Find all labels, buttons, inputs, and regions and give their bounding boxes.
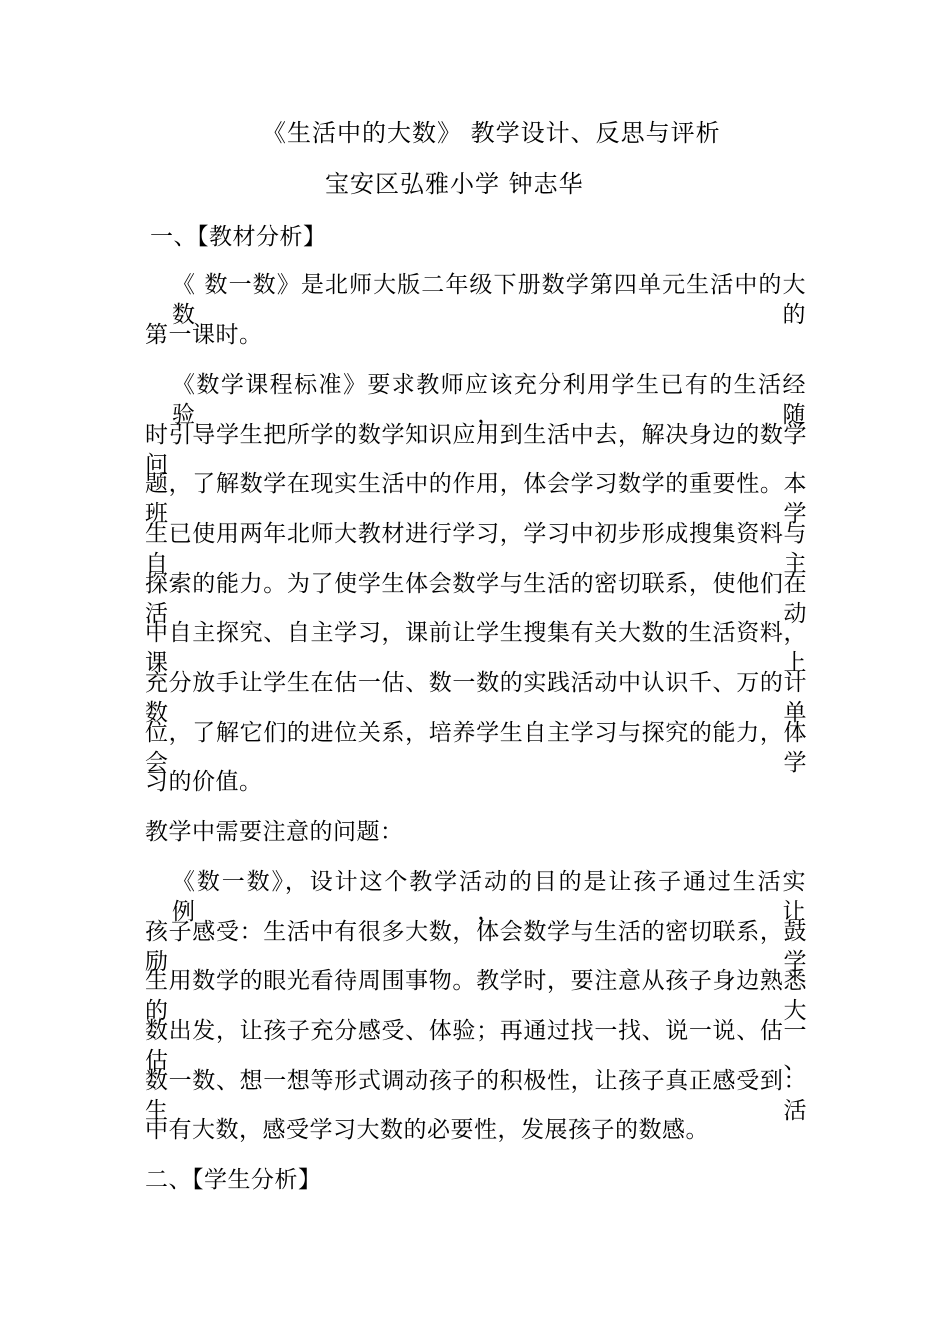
paragraph-line: 中自主探究、自主学习，课前让学生搜集有关大数的生活资料，课上 [145,620,807,676]
notice-heading: 教学中需要注意的问题： [145,819,404,845]
paragraph-line: 数出发，让孩子充分感受、体验；再通过找一找、说一说、估一估、 [145,1018,807,1074]
paragraph-line: 充分放手让学生在估一估、数一数的实践活动中认识千、万的计数单 [145,670,807,726]
paragraph-line: 探索的能力。为了使学生体会数学与生活的密切联系，使他们在活动 [145,571,807,627]
section-heading-student-analysis: 二、【学生分析】 [145,1167,322,1193]
paragraph-line: 生已使用两年北师大教材进行学习，学习中初步形成搜集资料与自主 [145,521,807,577]
paragraph-line: 《数学课程标准》要求教师应该充分利用学生已有的生活经验，随 [172,372,806,428]
paragraph-line: 中有大数，感受学习大数的必要性，发展孩子的数感。 [145,1117,709,1143]
paragraph-line: 习的价值。 [145,769,263,795]
paragraph-line: 第一课时。 [145,322,263,348]
author-line: 宝安区弘雅小学 钟志华 [325,170,584,198]
paragraph-line: 时引导学生把所学的数学知识应用到生活中去，解决身边的数学问 [145,422,807,478]
paragraph-line: 《 数一数》是北师大版二年级下册数学第四单元生活中的大数的 [172,272,806,328]
document-title: 《生活中的大数》 教学设计、反思与评析 [262,119,721,147]
section-heading-textbook-analysis: 一、【教材分析】 [150,224,327,250]
paragraph-line: 孩子感受：生活中有很多大数，体会数学与生活的密切联系，鼓励学 [145,919,807,975]
paragraph-line: 位，了解它们的进位关系，培养学生自主学习与探究的能力，体会学 [145,720,807,776]
paragraph-line: 《数一数》，设计这个教学活动的目的是让孩子通过生活实例，让 [172,869,806,925]
paragraph-line: 生用数学的眼光看待周围事物。教学时，要注意从孩子身边熟悉的大 [145,968,807,1024]
paragraph-line: 数一数、想一想等形式调动孩子的积极性，让孩子真正感受到：生活 [145,1068,807,1124]
paragraph-line: 题，了解数学在现实生活中的作用，体会学习数学的重要性。本班学 [145,471,807,527]
